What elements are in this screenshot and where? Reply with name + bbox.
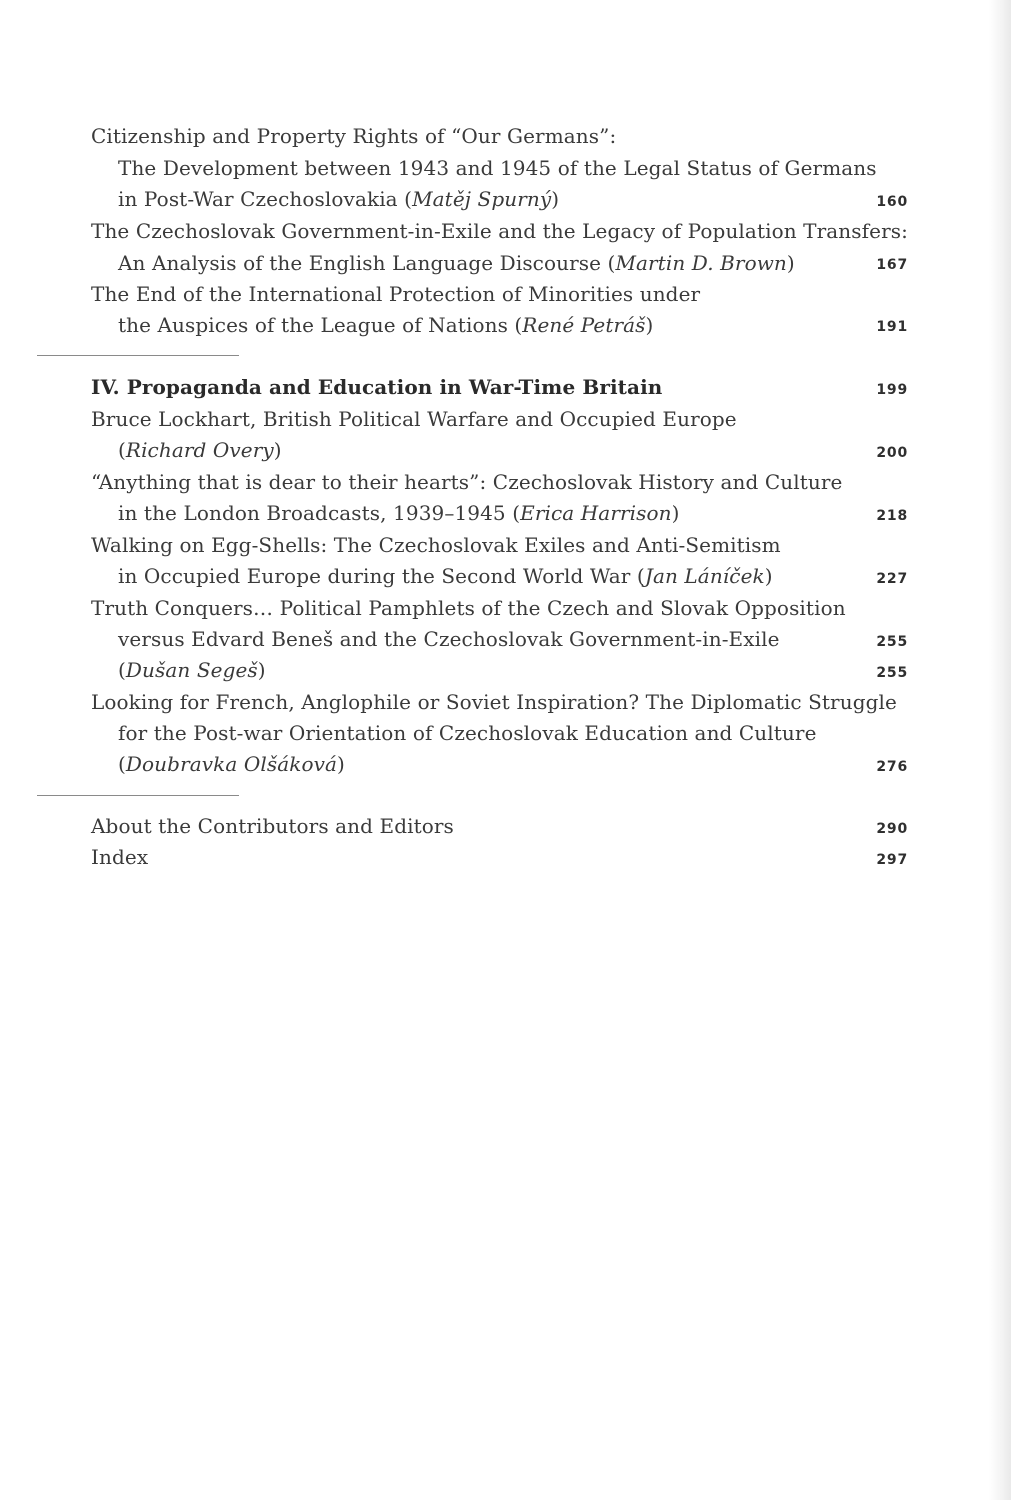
toc-entry-title-continued: for the Post-war Orientation of Czechoslovak Education and Culture	[118, 721, 817, 745]
toc-entry-title-continued: versus Edvard Beneš and the Czechoslovak Government-in-Exile	[118, 627, 780, 651]
toc-entry-text: )	[671, 501, 680, 525]
toc-entry-author: Erica Harrison	[520, 501, 672, 525]
toc-entry-title: Citizenship and Property Rights of “Our Germans”:	[91, 124, 617, 148]
toc-page-number: 276	[876, 759, 908, 775]
toc-entry-title-continued	[118, 251, 795, 275]
toc-entry-text: (	[118, 752, 126, 776]
back-matter-contributors: About the Contributors and Editors	[91, 814, 454, 838]
toc-entry-text: (	[118, 438, 126, 462]
toc-entry-title-continued	[118, 187, 559, 211]
toc-entry-author: Doubravka Olšáková	[125, 752, 338, 776]
toc-entry-title-continued	[118, 564, 773, 588]
toc-entry-text: )	[645, 313, 654, 337]
toc-page-number: 218	[876, 508, 908, 524]
toc-entry-title: Bruce Lockhart, British Political Warfare and Occupied Europe	[91, 407, 737, 431]
toc-entry-text: in the London Broadcasts, 1939–1945 (	[118, 501, 521, 525]
toc-entry-text: in Post-War Czechoslovakia (	[118, 187, 413, 211]
section-heading: IV. Propaganda and Education in War-Time Britain	[91, 375, 663, 399]
toc-page-number: 297	[876, 852, 908, 868]
section-divider	[37, 355, 239, 356]
toc-entry-author: Richard Overy	[125, 438, 274, 462]
toc-entry-title-continued	[118, 313, 653, 337]
toc-page-number: 160	[876, 194, 908, 210]
toc-entry-text: )	[257, 658, 266, 682]
toc-entry-title: Truth Conquers… Political Pamphlets of the Czech and Slovak Opposition	[91, 596, 846, 620]
toc-page-number: 200	[876, 445, 908, 461]
toc-entry-text: )	[551, 187, 560, 211]
toc-entry-author: Dušan Segeš	[125, 658, 258, 682]
toc-page-number: 199	[876, 382, 908, 398]
toc-entry-text: the Auspices of the League of Nations (	[118, 313, 523, 337]
toc-page-number: 227	[876, 571, 908, 587]
toc-entry-title-continued	[118, 438, 282, 462]
toc-page-number: 255	[876, 665, 908, 681]
toc-entry-text: (	[118, 658, 126, 682]
toc-entry-text: in Occupied Europe during the Second World War (	[118, 564, 645, 588]
toc-entry-text: )	[337, 752, 345, 776]
toc-entry-title-continued	[118, 658, 266, 682]
toc-page-number: 167	[876, 257, 908, 273]
toc-entry-title: The Czechoslovak Government-in-Exile and the Legacy of Population Transfers:	[91, 219, 908, 243]
toc-entry-text: An Analysis of the English Language Discourse (	[118, 251, 616, 275]
toc-entry-title: The End of the International Protection of Minorities under	[91, 282, 701, 306]
toc-page-number: 191	[876, 319, 908, 335]
toc-entry-text: )	[786, 251, 795, 275]
toc-entry-text: )	[764, 564, 773, 588]
toc-entry-author: René Petráš	[522, 313, 646, 337]
toc-entry-title-continued	[118, 752, 345, 776]
toc-entry-author: Martin D. Brown	[615, 251, 787, 275]
toc-page-number: 255	[876, 634, 908, 650]
toc-entry-author: Matěj Spurný	[412, 187, 552, 211]
toc-entry-title-continued: The Development between 1943 and 1945 of the Legal Status of Germans	[118, 156, 877, 180]
toc-entry-title: Walking on Egg-Shells: The Czechoslovak Exiles and Anti-Semitism	[91, 533, 781, 557]
toc-entry-title-continued	[118, 501, 680, 525]
toc-entry-title: “Anything that is dear to their hearts”: Czechoslovak History and Culture	[91, 470, 843, 494]
toc-entry-author: Jan Láníček	[644, 564, 765, 588]
back-matter-index: Index	[91, 845, 149, 869]
toc-entry-text: )	[273, 438, 282, 462]
toc-entry-title: Looking for French, Anglophile or Soviet Inspiration? The Diplomatic Struggle	[91, 690, 897, 714]
toc-page-number: 290	[876, 821, 908, 837]
section-divider	[37, 795, 239, 796]
